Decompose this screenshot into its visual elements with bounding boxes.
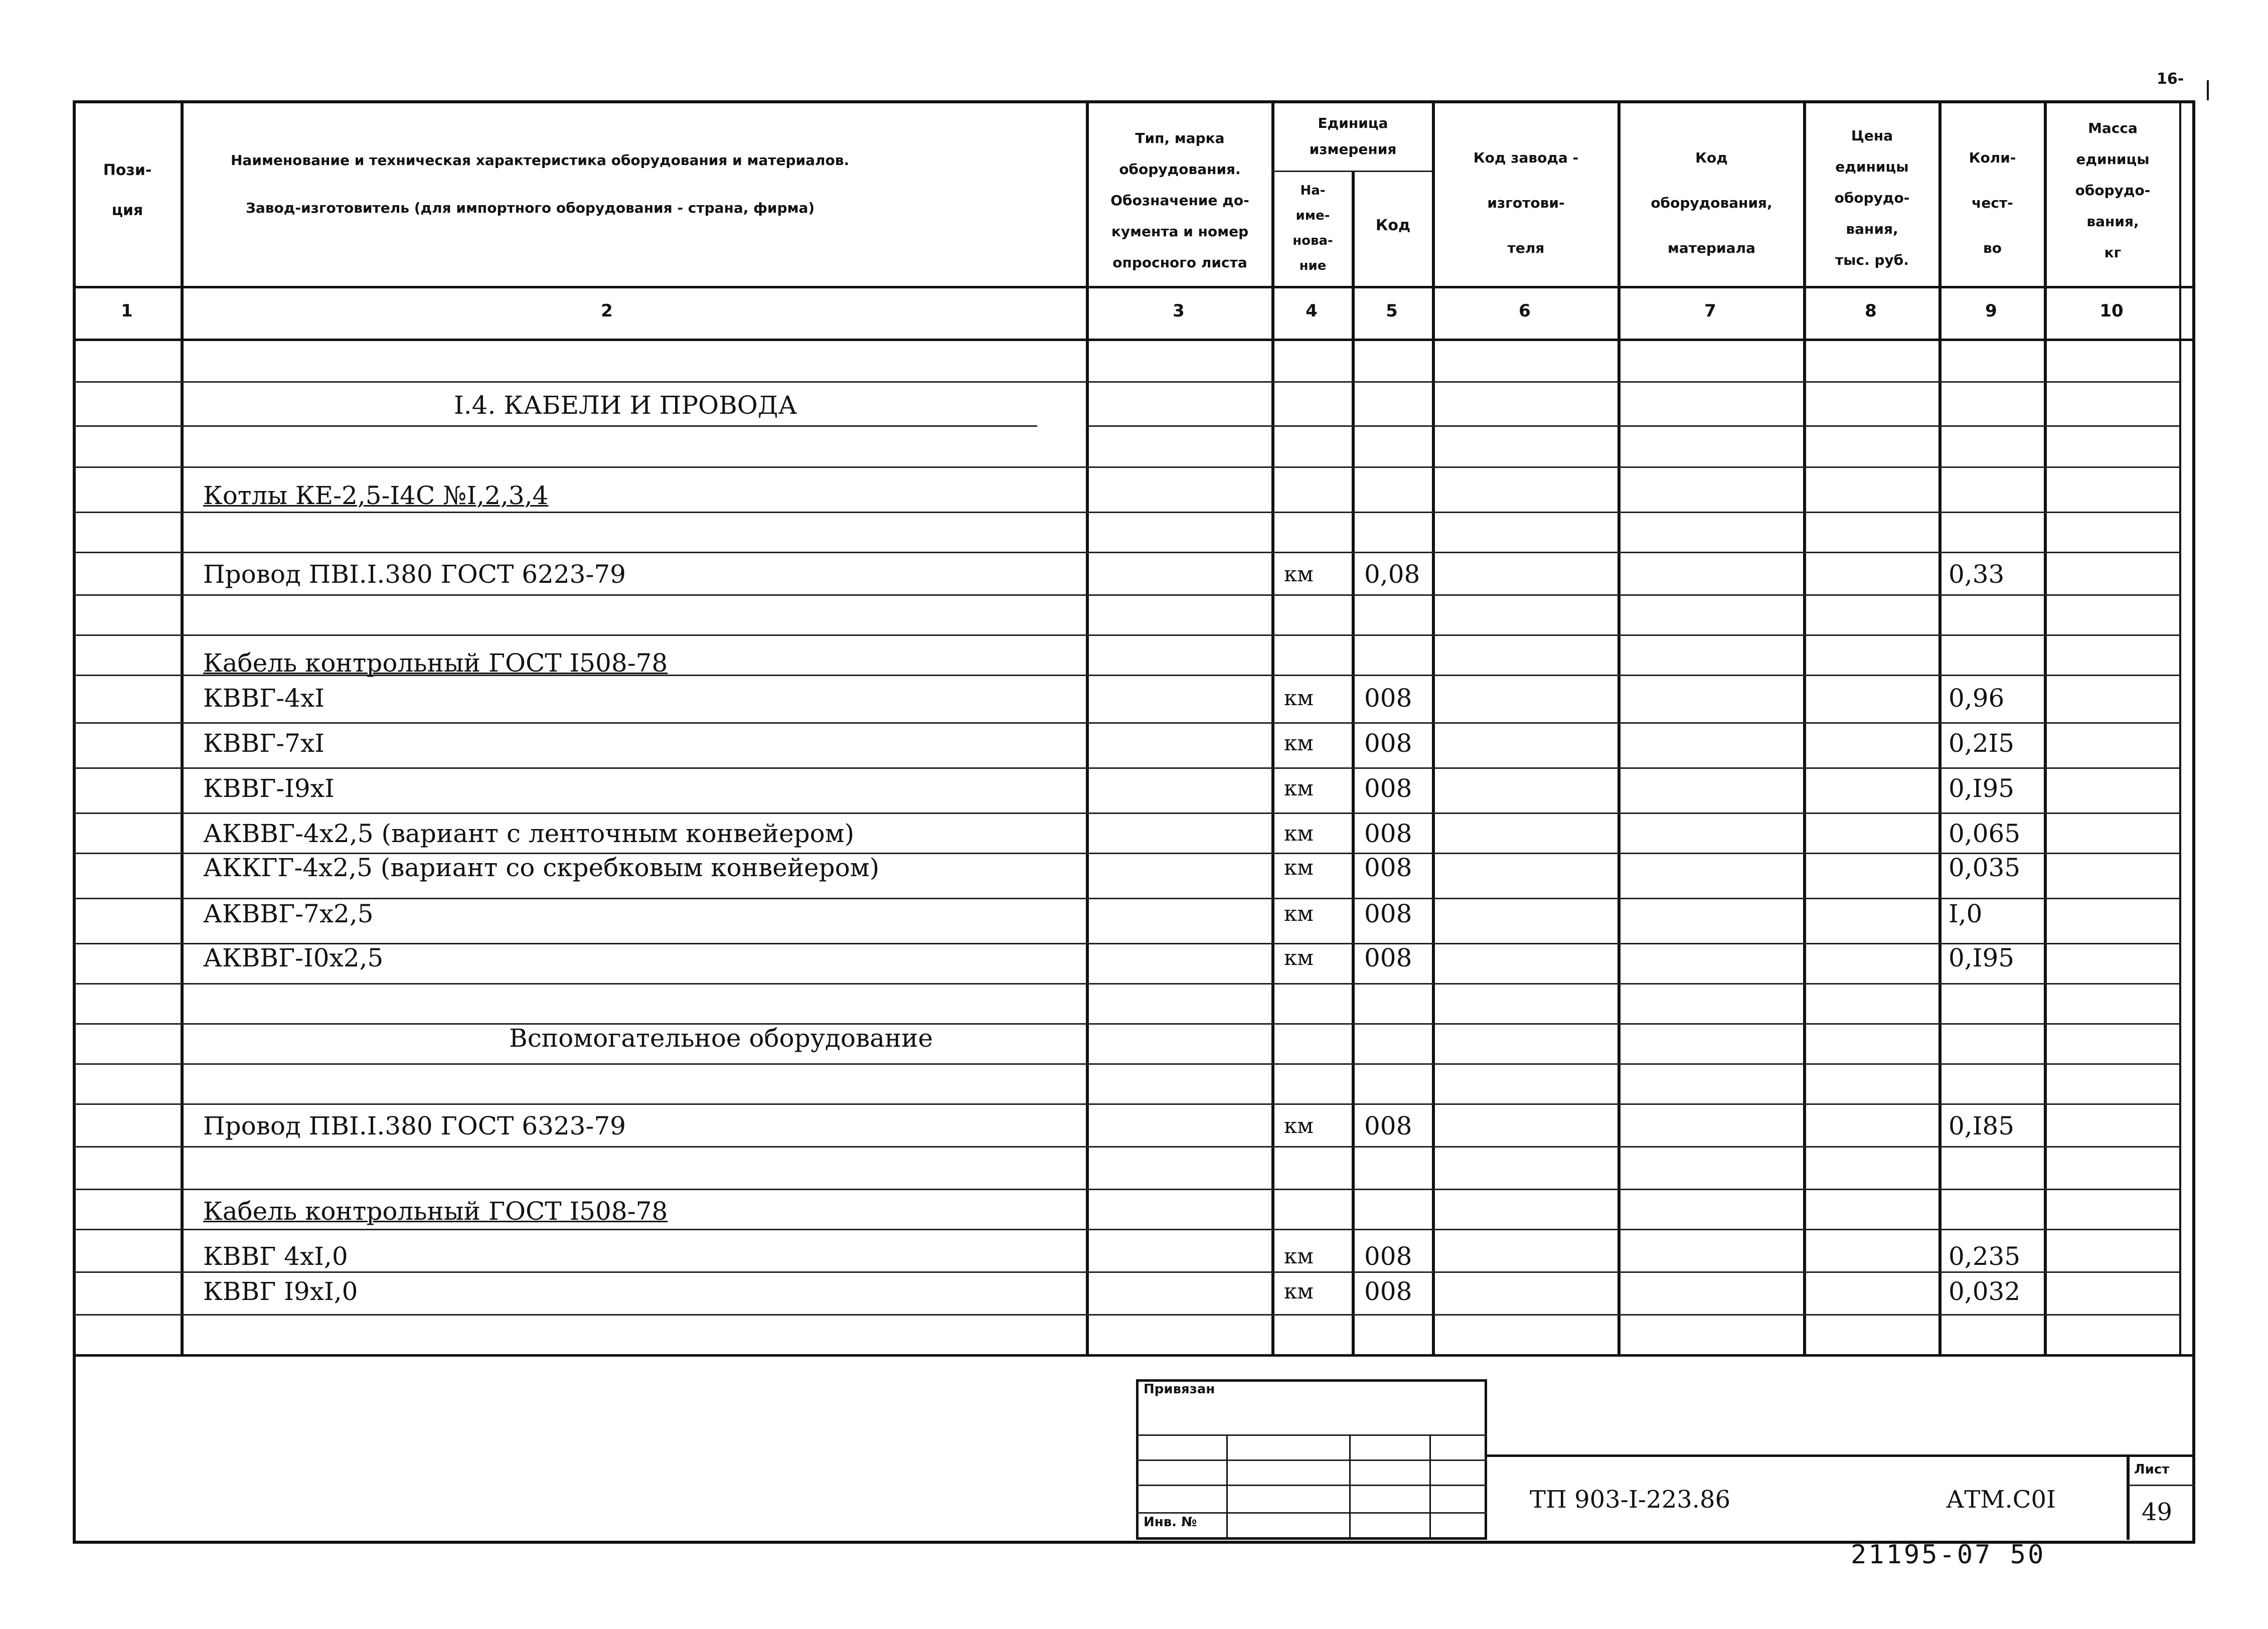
colnum-10: 10	[2099, 301, 2124, 321]
col-sep-10	[2179, 100, 2181, 1354]
item-quantity: 0,96	[1949, 684, 2005, 713]
item-name: КВВГ-7хI	[203, 729, 325, 758]
item-quantity: 0,065	[1949, 819, 2021, 848]
item-unit: км	[1284, 776, 1314, 800]
stamp-rule	[1136, 1434, 1487, 1436]
stamp-rule	[1136, 1485, 1487, 1486]
col-sep-2	[1086, 100, 1089, 1354]
section-title-cables: I.4. КАБЕЛИ И ПРОВОДА	[454, 391, 797, 420]
col-sep-8	[1938, 100, 1941, 1354]
sheet-code: АТМ.С0I	[1946, 1486, 2056, 1514]
col-sep-7	[1803, 100, 1806, 1354]
header-unit-group: Единица измерения	[1309, 115, 1397, 157]
row-rule	[74, 722, 2181, 724]
row-rule	[74, 594, 2181, 596]
item-unit-code: 0,08	[1364, 560, 1420, 589]
colnum-2: 2	[601, 301, 613, 321]
header-col10: Масса единицы оборудо- вания, кг	[2075, 120, 2151, 261]
header-col7: Код оборудования, материала	[1651, 149, 1772, 256]
list-number: 49	[2142, 1498, 2173, 1526]
col-sep-4	[1352, 171, 1355, 1354]
item-name: Провод ПВI.I.380 ГОСТ 6323-79	[203, 1111, 626, 1141]
colnum-3: 3	[1173, 301, 1185, 321]
item-unit-code: 008	[1364, 729, 1412, 758]
binding-label: Привязан	[1144, 1382, 1215, 1397]
list-box-split	[2127, 1485, 2195, 1486]
row-rule	[74, 552, 2181, 553]
col-sep-9	[2044, 100, 2047, 1354]
item-name: КВВГ I9хI,0	[203, 1277, 358, 1306]
row-rule	[74, 1103, 2181, 1105]
row-rule	[74, 767, 2181, 769]
col-sep-1	[181, 100, 184, 1354]
header-col1: Пози- ция	[103, 161, 152, 219]
stamp-col-rule	[1349, 1434, 1351, 1540]
colnum-6: 6	[1519, 301, 1531, 321]
row-rule	[74, 1314, 2181, 1316]
item-quantity: 0,I95	[1949, 774, 2015, 803]
document-code: ТП 903-I-223.86	[1530, 1486, 1731, 1514]
item-name: АККГГ-4х2,5 (вариант со скребковым конвейером)	[203, 853, 880, 882]
row-rule	[1086, 425, 2179, 427]
list-label: Лист	[2134, 1462, 2170, 1477]
colnum-9: 9	[1985, 301, 1997, 321]
item-quantity: 0,2I5	[1949, 729, 2015, 758]
item-unit-code: 008	[1364, 1111, 1412, 1141]
item-unit-code: 008	[1364, 943, 1412, 972]
item-unit: км	[1284, 686, 1314, 710]
item-unit-code: 008	[1364, 1277, 1412, 1306]
item-unit: км	[1284, 562, 1314, 586]
item-unit: км	[1284, 901, 1314, 926]
colnum-7: 7	[1704, 301, 1716, 321]
row-rule	[74, 425, 1037, 427]
group-heading-control-cable-2: Кабель контрольный ГОСТ I508-78	[203, 1197, 668, 1226]
item-name: КВВГ-4хI	[203, 684, 325, 713]
row-rule	[74, 1023, 2181, 1025]
row-rule	[74, 512, 2181, 513]
stamp-col-rule	[1226, 1434, 1228, 1540]
row-rule	[74, 983, 2181, 985]
header-col2-line1: Наименование и техническая характеристика оборудования и материалов.	[231, 152, 850, 169]
stamp-rule	[1136, 1459, 1487, 1461]
list-box-rule	[2127, 1454, 2130, 1540]
colnum-8: 8	[1865, 301, 1877, 321]
item-name: КВВГ 4хI,0	[203, 1242, 348, 1271]
col-sep-3	[1271, 100, 1274, 1354]
row-rule	[74, 1146, 2181, 1148]
header-col3: Тип, марка оборудования. Обозначение до- кумента и номер опросного листа	[1110, 130, 1249, 271]
table-bottom-rule	[73, 1354, 2195, 1357]
group-heading-boilers: Котлы КЕ-2,5-I4С №I,2,3,4	[203, 481, 549, 510]
colnum-bottom-rule	[73, 339, 2195, 341]
item-quantity: 0,235	[1949, 1242, 2021, 1271]
header-bottom-rule	[73, 286, 2195, 288]
item-unit: км	[1284, 1279, 1314, 1304]
item-quantity: 0,032	[1949, 1277, 2021, 1306]
item-unit: км	[1284, 945, 1314, 970]
header-col2-line2: Завод-изготовитель (для импортного оборудования - страна, фирма)	[246, 200, 815, 216]
item-unit: км	[1284, 855, 1314, 880]
item-name: Провод ПВI.I.380 ГОСТ 6223-79	[203, 560, 626, 589]
row-rule	[74, 898, 2181, 899]
header-col8: Цена единицы оборудо- вания, тыс. руб.	[1834, 127, 1910, 268]
item-quantity: 0,035	[1949, 853, 2021, 882]
header-col5: Код	[1375, 217, 1411, 234]
item-unit-code: 008	[1364, 684, 1412, 713]
item-unit: км	[1284, 1244, 1314, 1268]
item-quantity: 0,I95	[1949, 943, 2015, 972]
sheet-corner-number: 16-	[2157, 70, 2184, 88]
header-col9: Коли- чест- во	[1969, 149, 2016, 256]
inventory-number-label: Инв. №	[1144, 1515, 1197, 1530]
col-sep-5	[1432, 100, 1435, 1354]
item-unit-code: 008	[1364, 1242, 1412, 1271]
stamp-col-rule	[1429, 1434, 1431, 1540]
row-rule	[74, 943, 2181, 944]
item-quantity: 0,33	[1949, 560, 2005, 589]
section-title-auxiliary: Вспомогательное оборудование	[509, 1024, 933, 1053]
item-unit-code: 008	[1364, 899, 1412, 928]
row-rule	[74, 1229, 2181, 1230]
item-unit: км	[1284, 821, 1314, 846]
item-unit: км	[1284, 731, 1314, 755]
item-quantity: I,0	[1949, 899, 1983, 928]
footer-number: 21195-07 50	[1851, 1540, 2046, 1570]
header-col6: Код завода - изготови- теля	[1473, 149, 1579, 256]
group-heading-control-cable: Кабель контрольный ГОСТ I508-78	[203, 648, 668, 678]
item-unit-code: 008	[1364, 819, 1412, 848]
item-name: АКВВГ-I0х2,5	[203, 943, 384, 972]
item-unit-code: 008	[1364, 853, 1412, 882]
stamp-rule	[1136, 1512, 1487, 1514]
title-block-top-rule	[1487, 1454, 2195, 1457]
row-rule	[74, 381, 2181, 383]
row-rule	[74, 812, 2181, 814]
row-rule	[74, 466, 2181, 468]
item-name: КВВГ-I9хI	[203, 774, 335, 803]
item-name: АКВВГ-4х2,5 (вариант с ленточным конвейером)	[203, 819, 855, 848]
colnum-5: 5	[1386, 301, 1398, 321]
col-sep-6	[1617, 100, 1621, 1354]
item-name: АКВВГ-7х2,5	[203, 899, 374, 928]
row-rule	[74, 1189, 2181, 1190]
corner-tick	[2207, 80, 2209, 100]
item-unit-code: 008	[1364, 774, 1412, 803]
row-rule	[74, 1063, 2181, 1065]
item-quantity: 0,I85	[1949, 1111, 2015, 1141]
colnum-4: 4	[1306, 301, 1318, 321]
header-col4: На- име- нова- ние	[1292, 183, 1333, 273]
item-unit: км	[1284, 1113, 1314, 1138]
row-rule	[74, 634, 2181, 636]
unit-group-rule	[1271, 171, 1432, 172]
colnum-1: 1	[121, 301, 133, 321]
row-rule	[74, 1271, 2181, 1273]
